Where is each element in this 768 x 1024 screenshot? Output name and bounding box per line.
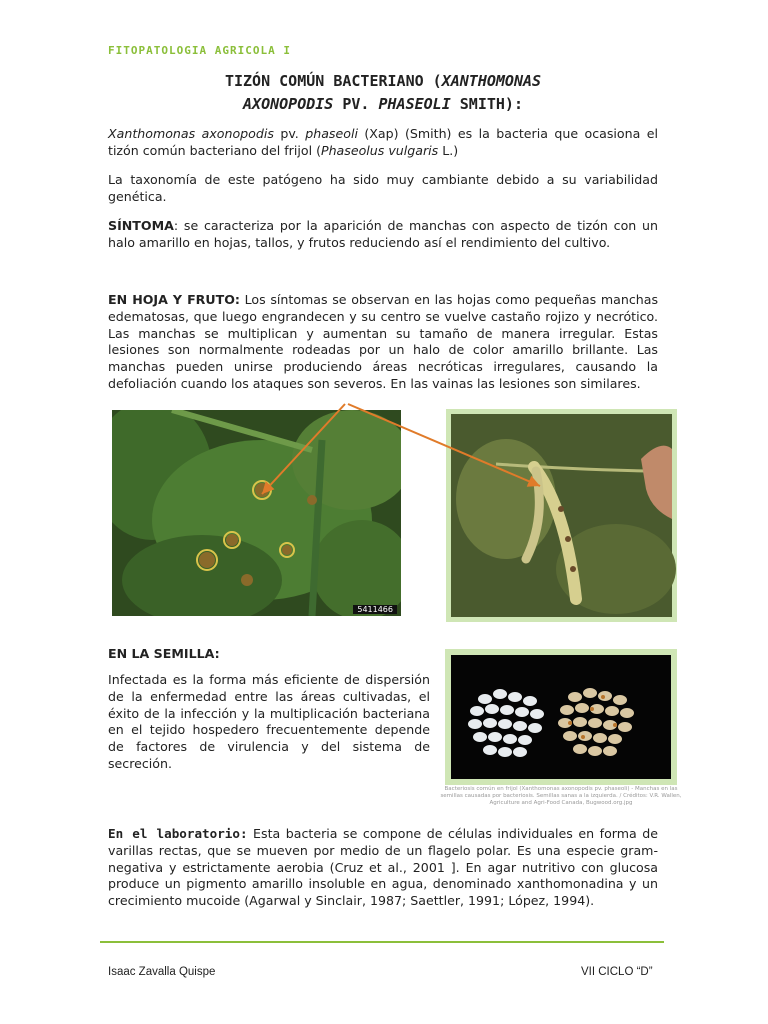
- pod-photo-image: [446, 409, 677, 622]
- title-genus: XANTHOMONAS: [441, 72, 542, 90]
- lab-paragraph: [108, 826, 658, 910]
- footer-cycle: VII CICLO “D”: [581, 966, 653, 978]
- symptom-label: SÍNTOMA: [108, 218, 174, 233]
- leaf-photo: [112, 410, 401, 616]
- seeds-photo: [445, 649, 677, 785]
- title-species: AXONOPODIS: [243, 95, 334, 113]
- seed-paragraph: Infectada es la forma más eficiente de dispersión de la enfermedad entre las áreas cultivadas, el éxito de la infección y la multiplicación bacteriana en el tejido hospedero frecuentemente depende de factores de virulencia y del sistema de secreción.: [108, 672, 430, 771]
- leaf-fruit-label: EN HOJA Y FRUTO:: [108, 292, 240, 307]
- title-suffix: SMITH):: [450, 95, 523, 113]
- intro-rest: (Xap) (Smith) es la bacteria que ocasiona el tizón común bacteriano del frijol (: [108, 126, 658, 158]
- seeds-caption: Bacteriosis común en frijol (Xanthomonas axonopodis pv. phaseoli) - Manchas en las semillas causadas por bacteriosis. Semillas sanas a la izquierda. / Créditos: V.R. Wallen, Agriculture and Agri-Food Canada, Bugwood.org.jpg: [440, 786, 682, 806]
- intro-end: L.): [438, 142, 459, 158]
- page-title: [108, 70, 658, 116]
- lab-label: En el laboratorio:: [108, 826, 248, 841]
- footer-divider: [100, 941, 664, 943]
- intro-pv: pv.: [273, 126, 306, 141]
- symptom-paragraph: [108, 218, 658, 252]
- leaf-fruit-paragraph: [108, 292, 658, 393]
- photo-id-label: 5411466: [353, 605, 397, 614]
- intro-paragraph: [108, 126, 658, 160]
- intro-phaseoli: phaseoli: [305, 126, 358, 141]
- pod-photo: [446, 409, 677, 622]
- title-prefix: TIZÓN COMÚN BACTERIANO (: [224, 72, 442, 90]
- title-pv: PV.: [333, 95, 379, 113]
- lab-text: Esta bacteria se compone de células individuales en forma de varillas rectas, que se mueven por medio de un flagelo polar. Es una especie gram-negativa y estrictamente aerobia (Cruz et al., 2001 ]. En agar nutritivo con glucosa produce un pigmento amarillo insoluble en agua, denominado xanthomonadina y un crecimiento mucoide (Agarwal y Sinclair, 1987; Saettler, 1991; López, 1994).: [108, 826, 658, 909]
- leaf-fruit-text: Los síntomas se observan en las hojas como pequeñas manchas edematosas, que luego engrandecen y su centro se vuelve castaño rojizo y necrótico. Las manchas se multiplican y aumentan su tamaño de manera irregular. Estas lesiones son normalmente rodeadas por un halo de color amarillo brillante. Las manchas pueden unirse produciendo áreas necróticas irregulares, causando la defoliación cuando los ataques son severos. En las vainas las lesiones son similares.: [108, 292, 659, 391]
- intro-species: Xanthomonas axonopodis: [108, 126, 274, 141]
- seed-label: EN LA SEMILLA:: [108, 646, 220, 661]
- title-pathovar: PHASEOLI: [378, 95, 451, 113]
- leaf-photo-image: [112, 410, 401, 616]
- taxonomy-paragraph: La taxonomía de este patógeno ha sido muy cambiante debido a su variabilidad genética.: [108, 172, 658, 204]
- seeds-photo-image: [445, 649, 677, 785]
- seed-heading: [108, 646, 428, 663]
- course-header: FITOPATOLOGIA AGRICOLA I: [108, 44, 291, 57]
- intro-host: Phaseolus vulgaris: [320, 142, 439, 158]
- symptom-text: : se caracteriza por la aparición de manchas con aspecto de tizón con un halo amarillo en hojas, tallos, y frutos reduciendo así el rendimiento del cultivo.: [108, 218, 658, 250]
- footer-author: Isaac Zavalla Quispe: [108, 966, 216, 978]
